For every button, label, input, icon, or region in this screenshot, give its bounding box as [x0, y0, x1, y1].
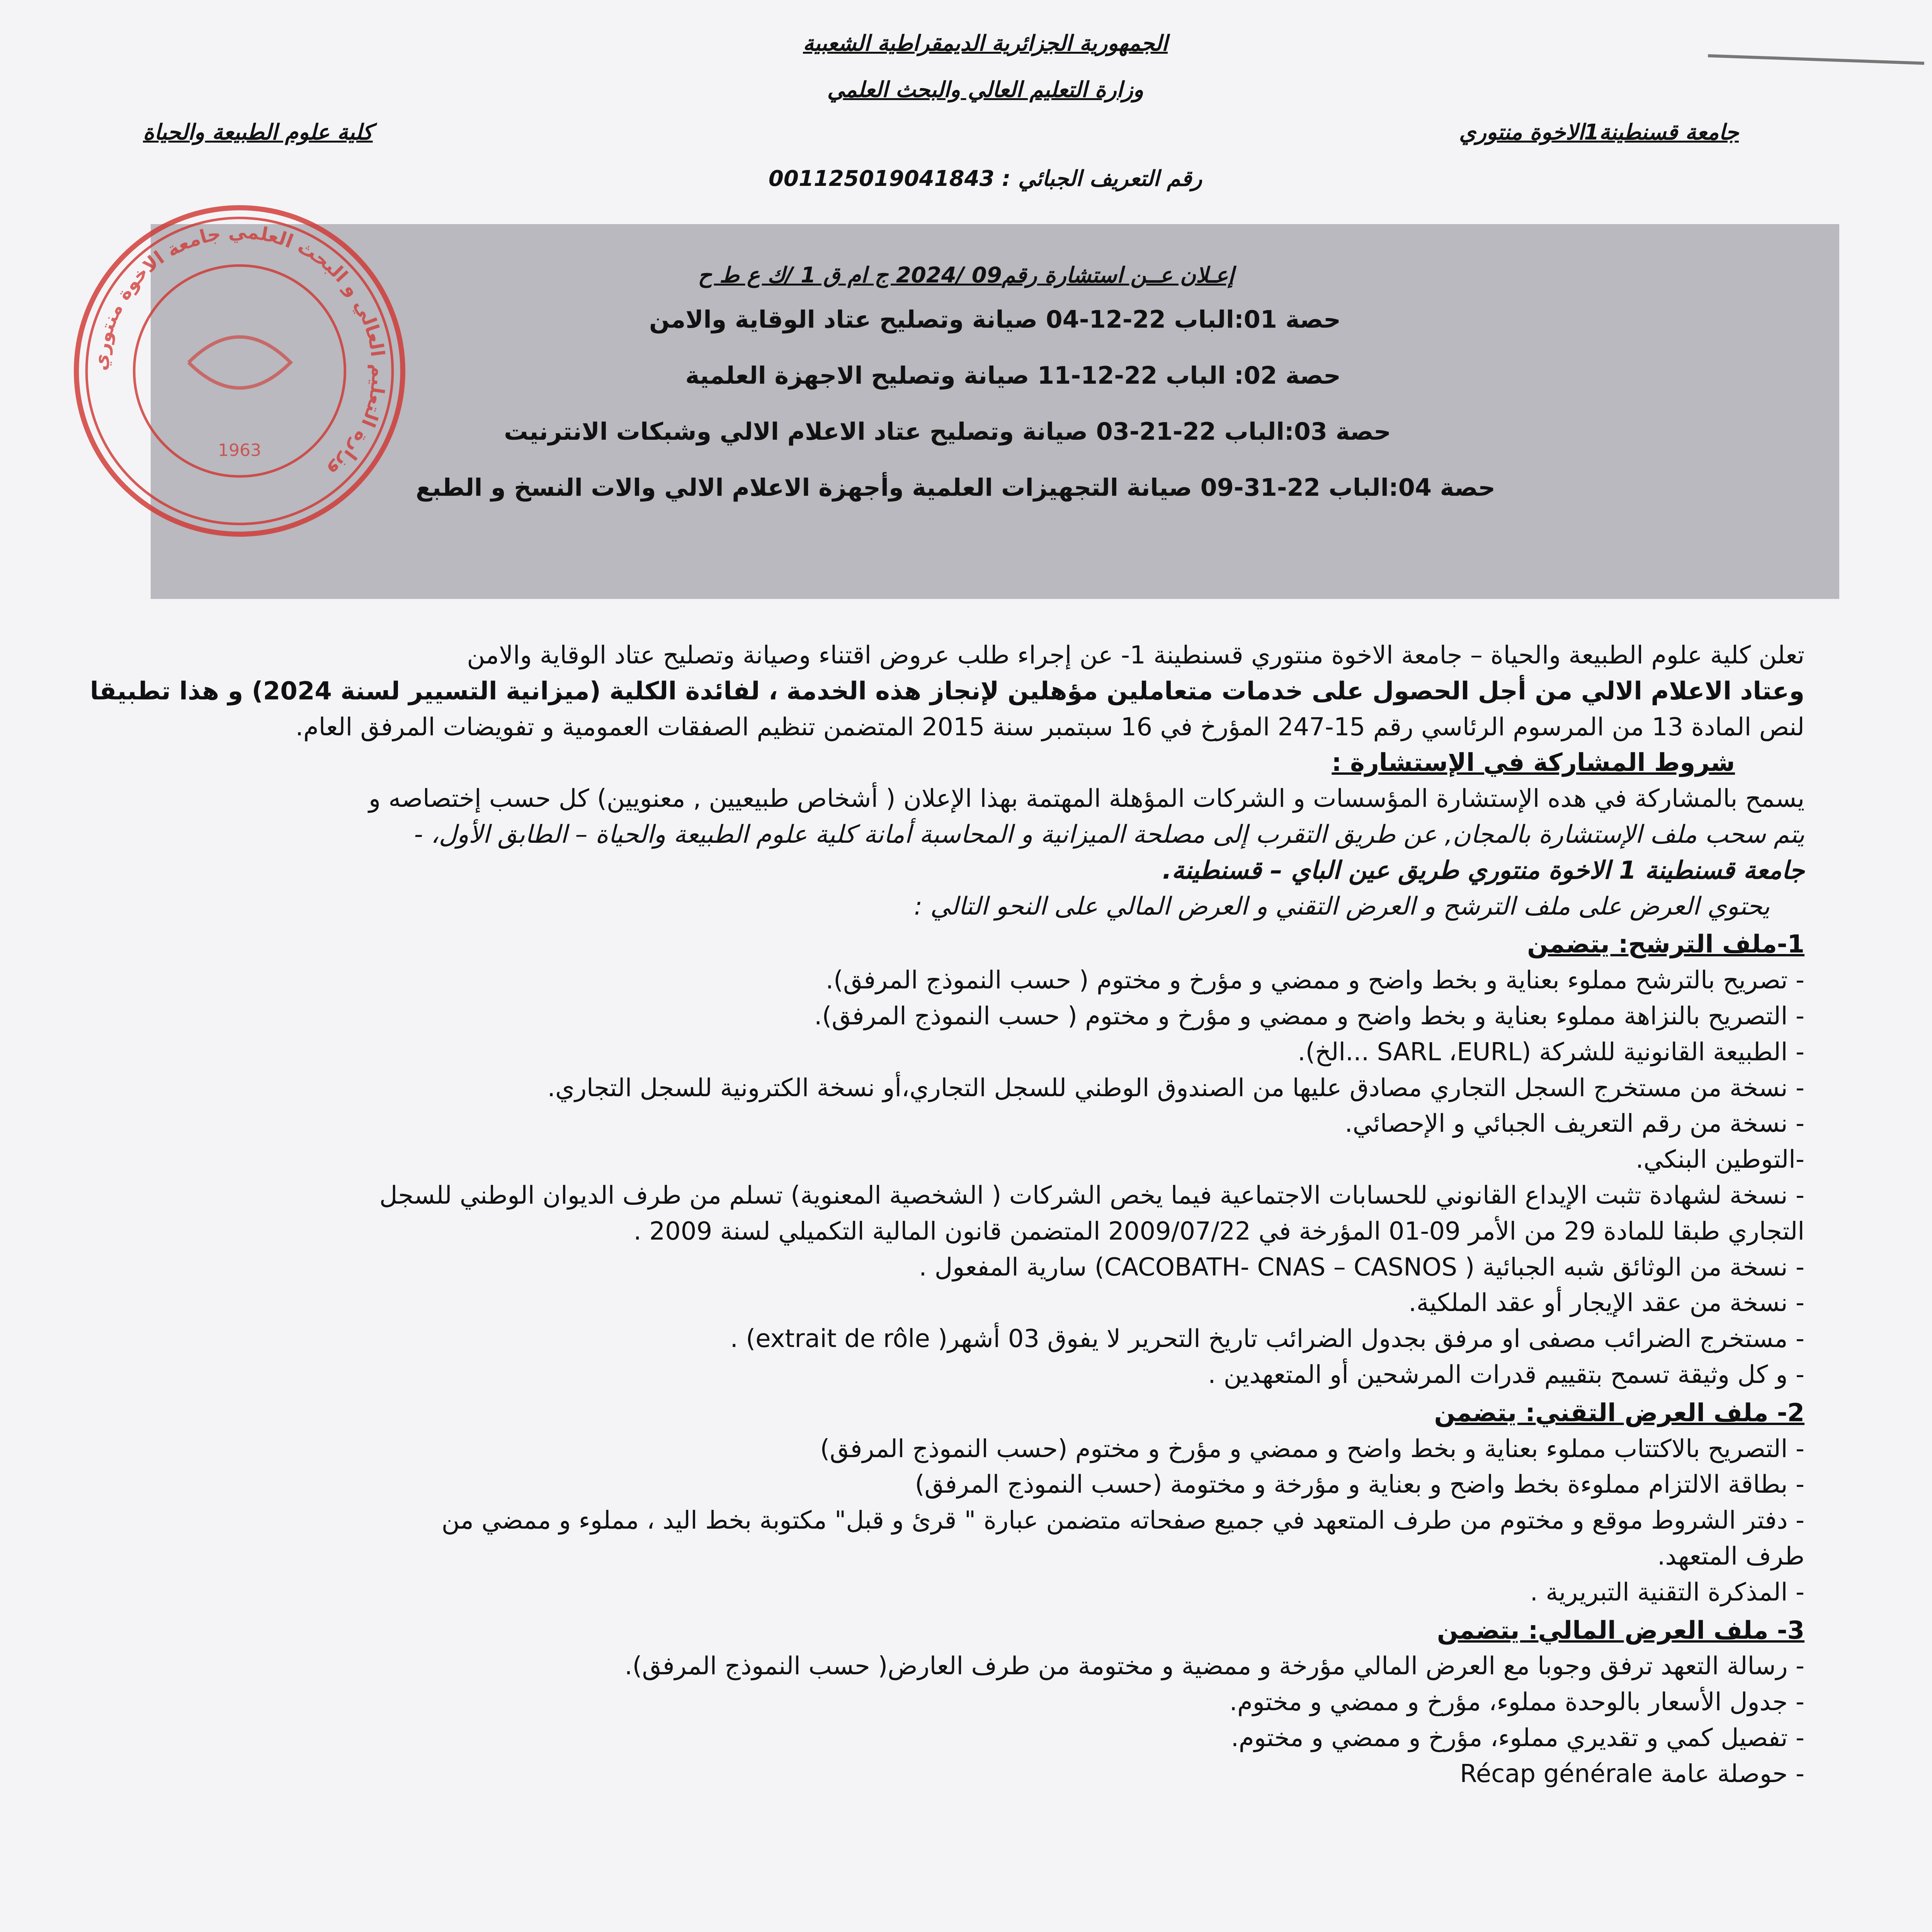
official-stamp	[70, 201, 410, 541]
list-item: - تفصيل كمي و تقديري مملوء، مؤرخ و ممضي و مختوم.	[1231, 1723, 1804, 1752]
intro-line: لنص المادة 13 من المرسوم الرئاسي رقم 15-247 المؤرخ في 16 سبتمبر سنة 2015 المتضمن تنظيم الصفقات العمومية و تفويضات المرفق العام.	[295, 713, 1804, 742]
list-item: - بطاقة الالتزام مملوءة بخط واضح و بعناية و مؤرخة و مختومة (حسب النموذج المرفق)	[915, 1470, 1804, 1499]
ministry-heading: وزارة التعليم العالي والبحث العلمي	[827, 77, 1144, 102]
list-item: - حوصلة عامة Récap générale	[1460, 1759, 1804, 1788]
list-item: - نسخة لشهادة تثبت الإيداع القانوني للحسابات الاجتماعية فيما يخص الشركات ( الشخصية المعنوية) تسلم من طرف الديوان الوطني للسجل	[379, 1181, 1804, 1210]
list-item: - التصريح بالاكتتاب مملوء بعناية و بخط واضح و ممضي و مؤرخ و مختوم (حسب النموذج المرفق)	[820, 1434, 1804, 1463]
list-item: - دفتر الشروط موقع و مختوم من طرف المتعهد في جميع صفحاته متضمن عبارة " قرئ و قبل" مكتوبة بخط اليد ، مملوء و ممضي من	[441, 1506, 1804, 1535]
list-item: - مستخرج الضرائب مصفى او مرفق بجدول الضرائب تاريخ التحرير لا يفوق 03 أشهر( extrait de rôle) .	[730, 1325, 1804, 1354]
section-title: 2- ملف العرض التقني: يتضمن	[1434, 1398, 1804, 1427]
republic-heading: الجمهورية الجزائرية الديمقراطية الشعبية	[803, 31, 1168, 56]
notice-lot: حصة 03:الباب 22-21-03 صيانة وتصليح عتاد الاعلام الالي وشبكات الانترنيت	[504, 417, 1391, 446]
svg-text:وزارة التعليم العالي و البحث ا: وزارة التعليم العالي و البحث العلمي جامعة الاخوة منتوري	[90, 221, 389, 482]
list-item: -التوطين البنكي.	[1636, 1145, 1804, 1174]
notice-lot: حصة 01:الباب 22-12-04 صيانة وتصليح عتاد الوقاية والامن	[649, 305, 1341, 333]
tax-id: رقم التعريف الجبائي : 001125019041843	[769, 166, 1202, 191]
conditions-line: يسمح بالمشاركة في هده الإستشارة المؤسسات و الشركات المؤهلة المهتمة بهذا الإعلان ( أشخاص طبيعيين , معنويين) كل حسب إختصاصه و	[369, 784, 1804, 813]
list-item: - المذكرة التقنية التبريرية .	[1530, 1578, 1804, 1607]
notice-lot: حصة 02: الباب 22-12-11 صيانة وتصليح الاجهزة العلمية	[685, 361, 1341, 389]
list-item: طرف المتعهد.	[1657, 1542, 1804, 1571]
faculty-name: كلية علوم الطبيعة والحياة	[143, 120, 373, 145]
list-item: - الطبيعة القانونية للشركة (SARL ،EURL ...الخ).	[1298, 1037, 1804, 1066]
scan-mark	[1708, 54, 1924, 65]
list-item: - و كل وثيقة تسمح بتقييم قدرات المرشحين أو المتعهدين .	[1208, 1360, 1804, 1389]
contents-intro: يحتوي العرض على ملف الترشح و العرض التقني و العرض المالي على النحو التالي :	[914, 892, 1770, 921]
notice-lot: حصة 04:الباب 22-31-09 صيانة التجهيزات العلمية وأجهزة الاعلام الالي والات النسخ و الطبع	[415, 473, 1495, 502]
notice-body	[58, 638, 1804, 1792]
intro-line: وعتاد الاعلام الالي من أجل الحصول على خدمات متعاملين مؤهلين لإنجاز هذه الخدمة ، لفائدة الكلية (ميزانية التسيير لسنة 2024) و هذا تطبيقا	[90, 677, 1804, 706]
list-item: - رسالة التعهد ترفق وجوبا مع العرض المالي مؤرخة و ممضية و مختومة من طرف العارض( حسب النموذج المرفق).	[624, 1652, 1804, 1681]
list-item: - نسخة من رقم التعريف الجبائي و الإحصائي.	[1345, 1109, 1804, 1138]
list-item: التجاري طبقا للمادة 29 من الأمر 09-01 المؤرخة في 2009/07/22 المتضمن قانون المالية التكميلي لسنة 2009 .	[633, 1217, 1804, 1246]
svg-text:1963: 1963	[218, 440, 261, 460]
section-title: 1-ملف الترشح: يتضمن	[1527, 930, 1804, 959]
conditions-title: شروط المشاركة في الإستشارة :	[1332, 748, 1735, 777]
list-item: - تصريح بالترشح مملوء بعناية و بخط واضح و ممضي و مؤرخ و مختوم ( حسب النموذج المرفق).	[825, 966, 1804, 995]
conditions-line: يتم سحب ملف الإستشارة بالمجان, عن طريق التقرب إلى مصلحة الميزانية و المحاسبة أمانة كلية علوم الطبيعة والحياة – الطابق الأول، -	[414, 820, 1804, 849]
conditions-line: جامعة قسنطينة 1 الاخوة منتوري طريق عين الباي – قسنطينة.	[1162, 856, 1804, 885]
list-item: - جدول الأسعار بالوحدة مملوء، مؤرخ و ممضي و مختوم.	[1229, 1688, 1804, 1717]
notice-title: إعـلان عــن استشارة رقم09 /2024 ج ام ق 1 /ك ع ط ح	[698, 263, 1234, 288]
list-item: - نسخة من عقد الإيجار أو عقد الملكية.	[1408, 1289, 1804, 1318]
university-name: جامعة قسنطينة1الاخوة منتوري	[1459, 120, 1739, 145]
list-item: - نسخة من الوثائق شبه الجبائية ( CACOBATH- CNAS – CASNOS) سارية المفعول .	[919, 1253, 1804, 1282]
list-item: - التصريح بالنزاهة مملوء بعناية و بخط واضح و ممضي و مؤرخ و مختوم ( حسب النموذج المرفق).	[814, 1002, 1804, 1031]
list-item: - نسخة من مستخرج السجل التجاري مصادق عليها من الصندوق الوطني للسجل التجاري،أو نسخة الكترونية للسجل التجاري.	[547, 1073, 1804, 1102]
section-title: 3- ملف العرض المالي: يتضمن	[1437, 1616, 1804, 1645]
intro-line: تعلن كلية علوم الطبيعة والحياة – جامعة الاخوة منتوري قسنطينة 1- عن إجراء طلب عروض اقتناء وصيانة وتصليح عتاد الوقاية والامن	[467, 641, 1804, 670]
